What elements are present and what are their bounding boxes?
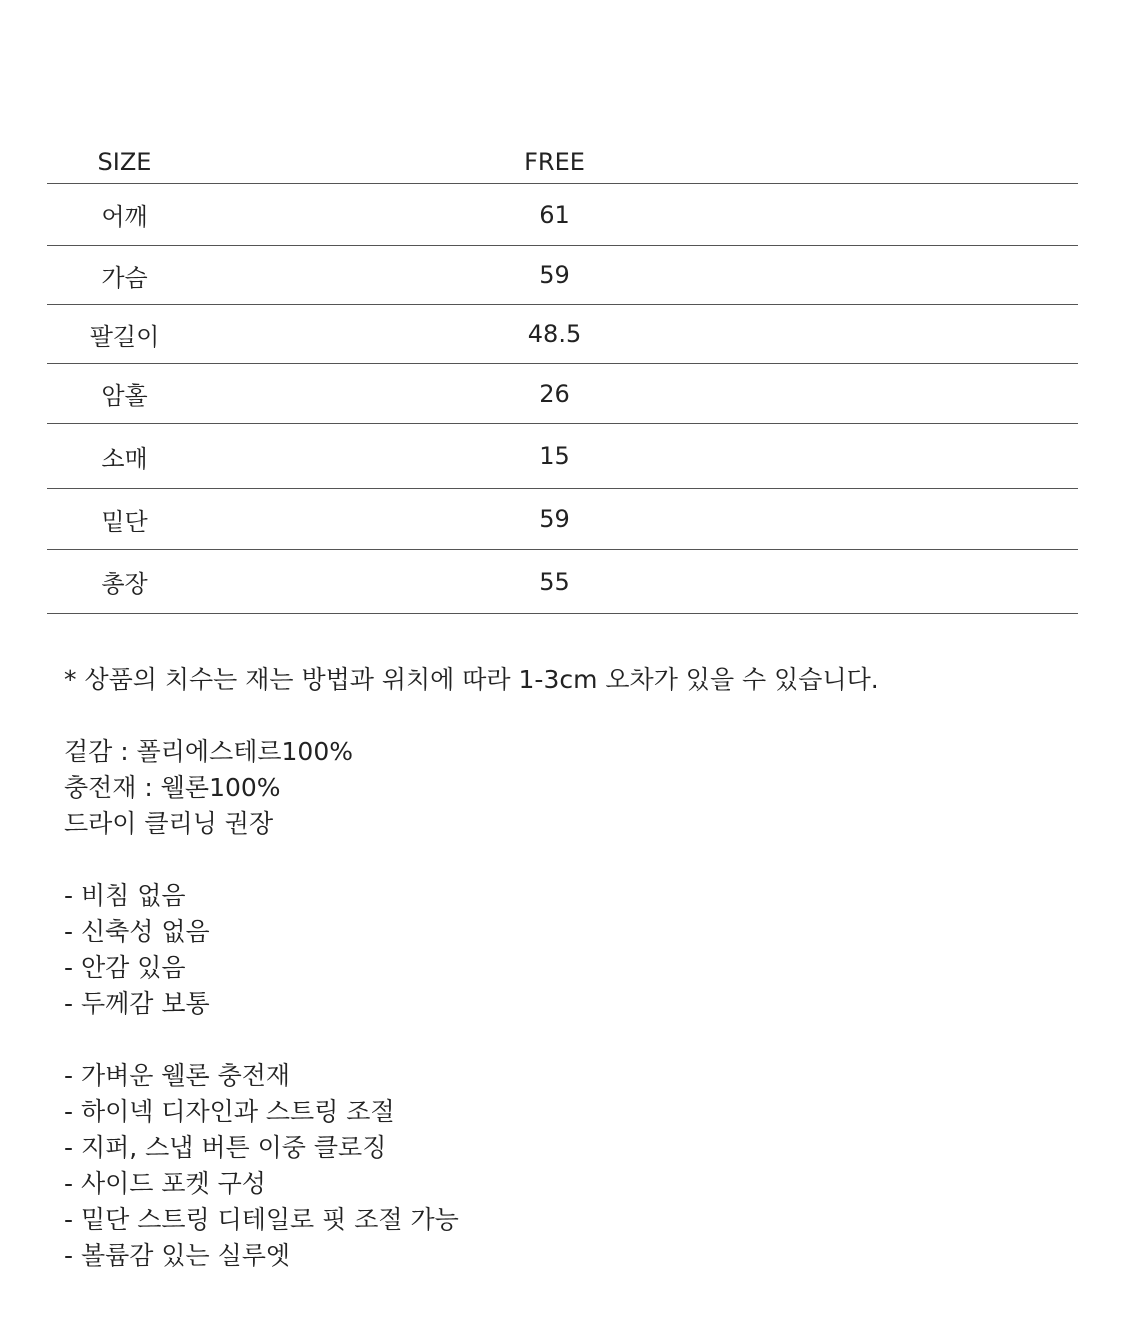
table-row (47, 246, 1078, 305)
product-notes (64, 662, 879, 1274)
row-value: 26 (539, 379, 570, 408)
row-label: 밑단 (101, 507, 148, 536)
material-line: 겉감 : 폴리에스테르100% (64, 737, 353, 766)
feature-item: - 사이드 포켓 구성 (64, 1169, 266, 1198)
table-header-row (47, 140, 1078, 184)
row-value: 15 (539, 442, 570, 470)
row-value: 48.5 (527, 320, 582, 348)
table-row (47, 424, 1078, 489)
feature-item: - 볼륨감 있는 실루엣 (64, 1241, 291, 1270)
table-row (47, 184, 1078, 246)
row-label: 팔길이 (89, 322, 160, 351)
feature-item: - 하이넥 디자인과 스트링 조절 (64, 1097, 395, 1126)
property-item: - 신축성 없음 (64, 917, 210, 946)
size-table (47, 140, 1078, 614)
table-row (47, 305, 1078, 364)
row-label: 소매 (101, 444, 148, 473)
table-row (47, 489, 1078, 550)
header-size-label: SIZE (97, 147, 152, 176)
row-label: 어깨 (101, 203, 148, 231)
property-item: - 비침 없음 (64, 881, 186, 910)
feature-item: - 밑단 스트링 디테일로 핏 조절 가능 (64, 1205, 459, 1234)
table-row (47, 550, 1078, 614)
row-label: 총장 (101, 570, 148, 598)
measurement-disclaimer: * 상품의 치수는 재는 방법과 위치에 따라 1-3cm 오차가 있을 수 있습니다. (64, 665, 879, 694)
row-value: 55 (539, 567, 570, 596)
property-item: - 안감 있음 (64, 953, 186, 982)
table-row (47, 364, 1078, 424)
header-free-label: FREE (524, 147, 585, 176)
row-value: 59 (539, 505, 570, 533)
row-label: 암홀 (101, 382, 148, 410)
row-label: 가슴 (101, 263, 148, 292)
row-value: 61 (539, 200, 570, 229)
feature-item: - 가벼운 웰론 충전재 (64, 1061, 291, 1090)
feature-item: - 지퍼, 스냅 버튼 이중 클로징 (64, 1133, 387, 1162)
material-line: 드라이 클리닝 권장 (64, 809, 274, 838)
material-line: 충전재 : 웰론100% (64, 773, 281, 802)
property-item: - 두께감 보통 (64, 989, 210, 1018)
row-value: 59 (539, 261, 570, 289)
